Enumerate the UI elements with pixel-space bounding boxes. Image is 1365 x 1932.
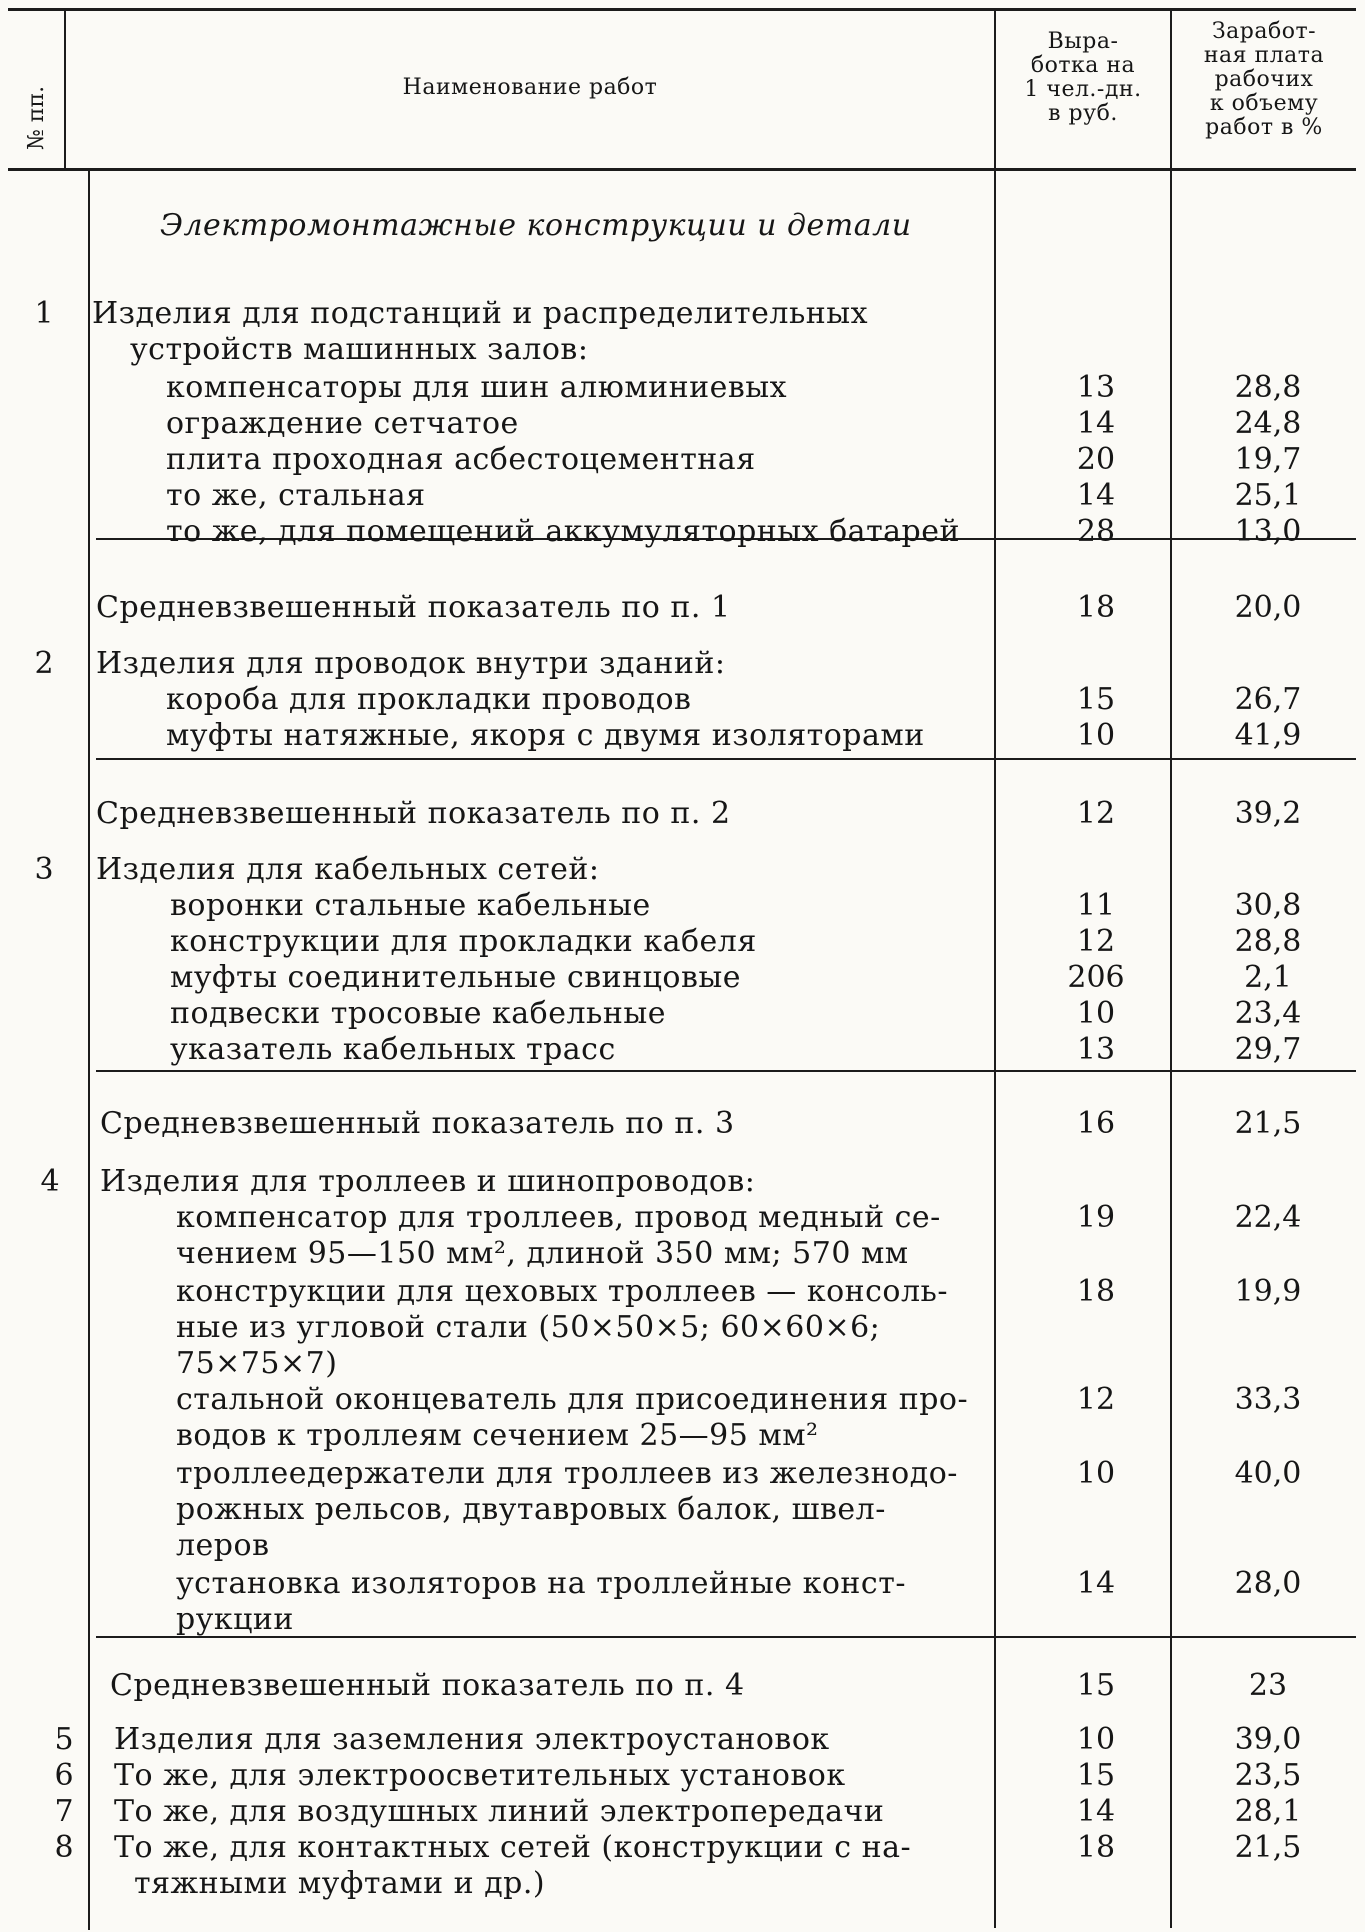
header-col-salary — [1172, 20, 1356, 140]
row-output: 14 — [1076, 478, 1116, 513]
row-salary: 19,7 — [1234, 442, 1302, 477]
row-salary: 25,1 — [1234, 478, 1302, 513]
row-name: Изделия для заземления электроустановок — [114, 1722, 830, 1757]
row-name: То же, для контактных сетей (конструкции с на- — [114, 1830, 912, 1865]
row-salary: 20,0 — [1234, 590, 1302, 625]
row-salary: 28,8 — [1234, 924, 1302, 959]
row-name: то же, для помещений аккумуляторных батарей — [166, 514, 960, 549]
row-name: короба для прокладки проводов — [166, 682, 692, 717]
col-divider-1-body — [88, 170, 90, 1930]
row-output: 20 — [1076, 442, 1116, 477]
row-name: 75×75×7) — [176, 1346, 338, 1381]
row-name: компенсаторы для шин алюминиевых — [166, 370, 788, 405]
row-salary: 13,0 — [1234, 514, 1302, 549]
row-output: 10 — [1076, 1722, 1116, 1757]
row-name: конструкции для прокладки кабеля — [170, 924, 757, 959]
row-output: 14 — [1076, 1794, 1116, 1829]
row-output: 13 — [1076, 370, 1116, 405]
row-name: то же, стальная — [166, 478, 426, 513]
row-output: 15 — [1076, 1668, 1116, 1703]
row-salary: 41,9 — [1234, 718, 1302, 753]
row-output: 14 — [1076, 1566, 1116, 1601]
row-index: 1 — [34, 296, 54, 331]
header-output-line-4: в руб. — [1048, 101, 1118, 126]
row-output: 12 — [1076, 924, 1116, 959]
row-name: Средневзвешенный показатель по п. 2 — [96, 796, 731, 831]
section-title: Электромонтажные конструкции и детали — [160, 208, 912, 243]
row-output: 13 — [1076, 1032, 1116, 1067]
row-name: Средневзвешенный показатель по п. 4 — [110, 1668, 745, 1703]
row-name: муфты натяжные, якоря с двумя изоляторами — [166, 718, 925, 753]
row-salary: 39,0 — [1234, 1722, 1302, 1757]
row-output: 12 — [1076, 1382, 1116, 1417]
row-name: троллеедержатели для троллеев из железнодо- — [176, 1456, 958, 1491]
subtotal-rule-2 — [96, 758, 1356, 760]
row-index: 4 — [40, 1164, 60, 1199]
row-name: воронки стальные кабельные — [170, 888, 651, 923]
row-output: 10 — [1076, 718, 1116, 753]
row-output: 18 — [1076, 1830, 1116, 1865]
header-col-no: № пп. — [24, 85, 49, 150]
row-salary: 19,9 — [1234, 1274, 1302, 1309]
row-name: плита проходная асбестоцементная — [166, 442, 756, 477]
row-salary: 22,4 — [1234, 1200, 1302, 1235]
row-name: устройств машинных залов: — [130, 332, 589, 367]
top-rule — [8, 8, 1356, 11]
row-name: компенсатор для троллеев, провод медный се- — [176, 1200, 941, 1235]
header-salary-line-2: ная плата — [1203, 43, 1325, 68]
row-output: 15 — [1076, 1758, 1116, 1793]
row-output: 16 — [1076, 1106, 1116, 1141]
row-output: 14 — [1076, 406, 1116, 441]
row-output: 10 — [1076, 1456, 1116, 1491]
row-index: 8 — [54, 1830, 74, 1865]
row-salary: 24,8 — [1234, 406, 1302, 441]
header-salary-line-3: рабочих — [1214, 67, 1314, 92]
header-salary-line-5: работ в % — [1205, 115, 1323, 140]
subtotal-rule-3 — [96, 1070, 1356, 1072]
row-name: Изделия для троллеев и шинопроводов: — [100, 1164, 756, 1199]
header-bottom-rule — [8, 168, 1356, 171]
row-name: муфты соединительные свинцовые — [170, 960, 742, 995]
row-name: То же, для электроосветительных установок — [114, 1758, 846, 1793]
header-output-line-3: 1 чел.-дн. — [1024, 77, 1142, 102]
row-salary: 23,4 — [1234, 996, 1302, 1031]
row-name: Изделия для подстанций и распределительных — [92, 296, 869, 331]
row-name: Средневзвешенный показатель по п. 3 — [100, 1106, 735, 1141]
row-output: 28 — [1076, 514, 1116, 549]
row-salary: 28,8 — [1234, 370, 1302, 405]
row-salary: 28,1 — [1234, 1794, 1302, 1829]
row-salary: 40,0 — [1234, 1456, 1302, 1491]
row-output: 10 — [1076, 996, 1116, 1031]
col-divider-2 — [994, 8, 996, 1928]
row-name: ограждение сетчатое — [166, 406, 519, 441]
row-output: 11 — [1076, 888, 1116, 923]
row-name: То же, для воздушных линий электропередачи — [114, 1794, 885, 1829]
row-salary: 30,8 — [1234, 888, 1302, 923]
row-output: 12 — [1076, 796, 1116, 831]
header-output-line-1: Выра- — [1047, 29, 1119, 54]
row-name: Изделия для проводок внутри зданий: — [96, 646, 726, 681]
row-name: рожных рельсов, двутавровых балок, швел- — [176, 1492, 886, 1527]
row-salary: 33,3 — [1234, 1382, 1302, 1417]
col-divider-3 — [1170, 8, 1172, 1928]
header-output-line-2: ботка на — [1030, 53, 1136, 78]
row-name: чением 95—150 мм², длиной 350 мм; 570 мм — [176, 1236, 909, 1271]
row-index: 2 — [34, 646, 54, 681]
row-name: водов к троллеям сечением 25—95 мм² — [176, 1418, 819, 1453]
row-salary: 23,5 — [1234, 1758, 1302, 1793]
row-name: ные из угловой стали (50×50×5; 60×60×6; — [176, 1310, 881, 1345]
header-salary-line-1: Заработ- — [1211, 19, 1317, 44]
row-name: Изделия для кабельных сетей: — [96, 852, 600, 887]
header-salary-line-4: к объему — [1209, 91, 1319, 116]
row-name: леров — [176, 1528, 270, 1563]
row-name: Средневзвешенный показатель по п. 1 — [96, 590, 731, 625]
row-name: конструкции для цеховых троллеев — консоль- — [176, 1274, 949, 1309]
row-salary: 21,5 — [1234, 1106, 1302, 1141]
row-index: 6 — [54, 1758, 74, 1793]
row-salary: 2,1 — [1244, 960, 1292, 995]
row-salary: 21,5 — [1234, 1830, 1302, 1865]
row-salary: 26,7 — [1234, 682, 1302, 717]
row-name: подвески тросовые кабельные — [170, 996, 667, 1031]
row-salary: 29,7 — [1234, 1032, 1302, 1067]
row-name: рукции — [176, 1602, 294, 1637]
row-name: установка изоляторов на троллейные конст- — [176, 1566, 906, 1601]
row-output: 19 — [1076, 1200, 1116, 1235]
row-output: 15 — [1076, 682, 1116, 717]
row-salary: 39,2 — [1234, 796, 1302, 831]
row-output: 206 — [1067, 960, 1125, 995]
row-index: 7 — [54, 1794, 74, 1829]
row-index: 5 — [54, 1722, 74, 1757]
row-index: 3 — [34, 852, 54, 887]
row-salary: 23 — [1248, 1668, 1288, 1703]
row-output: 18 — [1076, 1274, 1116, 1309]
row-output: 18 — [1076, 590, 1116, 625]
row-salary: 28,0 — [1234, 1566, 1302, 1601]
header-col-output — [996, 30, 1170, 126]
header-col-name: Наименование работ — [402, 75, 658, 100]
row-name: тяжными муфтами и др.) — [134, 1866, 546, 1901]
row-name: указатель кабельных трасс — [170, 1032, 616, 1067]
row-name: стальной оконцеватель для присоединения про- — [176, 1382, 969, 1417]
